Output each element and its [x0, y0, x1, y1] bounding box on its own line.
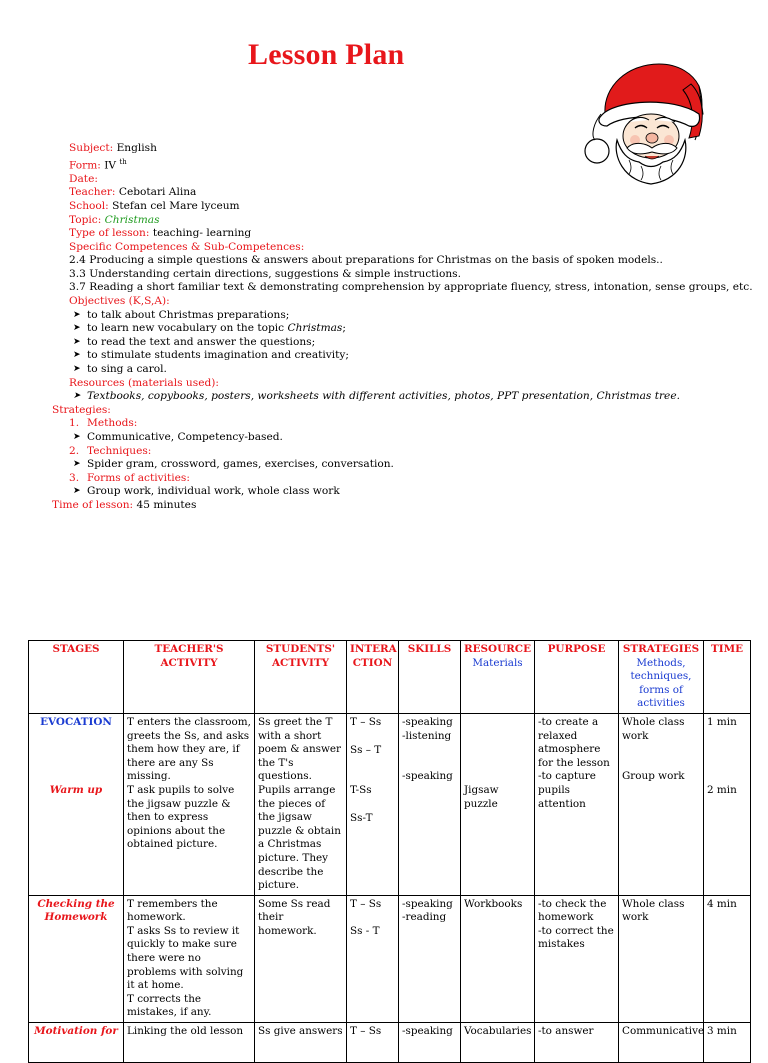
type-line: Type of lesson: teaching- learning — [69, 227, 252, 240]
form-line: Form: IV $^{th}$ — [69, 157, 127, 172]
competence-item: 2.4 Producing a simple questions & answers about preparations for Christmas on the basis of spoken models.. — [69, 254, 663, 267]
methods-heading: 1. Methods: — [69, 417, 138, 430]
table-row: Motivation for Linking the old lesson Ss give answers T – Ss -speaking Vocabularies -to answer Communicative 3 min — [29, 1023, 751, 1063]
header-students-activity: STUDENTS' ACTIVITY — [255, 641, 347, 714]
forms-item: ➤ Group work, individual work, whole class work — [69, 485, 759, 499]
header-skills: SKILLS — [399, 641, 461, 714]
table-header-row — [29, 641, 751, 714]
competence-item: 3.7 Reading a short familiar text & demonstrating comprehension by appropriate fluency, stress, intonation, sense groups, etc. — [69, 281, 753, 294]
objective-item: ➤ to read the text and answer the questions; — [69, 336, 759, 350]
resources-label: Resources (materials used): — [69, 376, 219, 389]
header-resource: RESOURCE Materials — [461, 641, 535, 714]
header-stages: STAGES — [29, 641, 124, 714]
objectives-label: Objectives (K,S,A): — [69, 295, 170, 308]
competences-label: Specific Competences & Sub-Competences: — [69, 240, 305, 253]
date-line: Date: — [69, 172, 98, 185]
lesson-plan-table — [28, 640, 751, 1063]
stage-checking-homework: Checking the Homework — [37, 897, 115, 924]
competence-item: 3.3 Understanding certain directions, suggestions & simple instructions. — [69, 267, 461, 280]
subject-line: Subject: English — [69, 142, 157, 154]
objective-item: ➤ to sing a carol. — [69, 363, 759, 377]
header-purpose: PURPOSE — [535, 641, 619, 714]
topic-line: Topic: Christmas — [69, 213, 160, 226]
stage-motivation: Motivation for — [34, 1025, 118, 1038]
table-row: EVOCATION Warm up T enters the classroom, greets the Ss, and asks them how they are, if there are any Ss missing. T ask pupils to solve the jigsaw puzzle & then to express opinions about the obtained picture. Ss greet the T with a short poem & answer the T's questions. Pupils arrange the pieces of the jigsaw puzzle & obtain a Christmas picture. They describe the picture. T – Ss Ss – T T-Ss Ss-T -speaking -listening -speaking Jigsaw puzzle -to create a relaxed atmosphere for the lesson -to capture pupils attention Whole class work Group work 1 min 2 min — [29, 713, 751, 895]
objective-item: ➤ to talk about Christmas preparations; — [69, 309, 759, 323]
teacher-line: Teacher: Cebotari Alina — [69, 186, 197, 199]
forms-heading: 3. Forms of activities: — [69, 471, 190, 484]
school-line: School: Stefan cel Mare lyceum — [69, 199, 240, 212]
methods-item: ➤ Communicative, Competency-based. — [69, 431, 759, 445]
objective-item: ➤ to stimulate students imagination and creativity; — [69, 349, 759, 363]
stage-evocation: EVOCATION — [40, 715, 112, 728]
header-interaction: INTERA CTION — [347, 641, 399, 714]
header-time: TIME — [704, 641, 751, 714]
stage-warm-up: Warm up — [49, 783, 103, 796]
techniques-heading: 2. Techniques: — [69, 444, 152, 457]
header-teacher-activity: TEACHER'S ACTIVITY — [124, 641, 255, 714]
techniques-item: ➤ Spider gram, crossword, games, exercises, conversation. — [69, 458, 759, 472]
header-strategies: STRATEGIES Methods, techniques, forms of activities — [619, 641, 704, 714]
time-line: Time of lesson: 45 minutes — [52, 498, 197, 511]
strategies-label: Strategies: — [52, 403, 111, 416]
table-row: Checking the Homework T remembers the homework. T asks Ss to review it quickly to make sure there were no problems with solving it at home. T corrects the mistakes, if any. Some Ss read their homework. T – Ss Ss - T -speaking -reading Workbooks -to check the homework -to correct the mistakes Whole class work 4 min — [29, 895, 751, 1022]
lesson-info — [52, 142, 759, 513]
objective-item: ➤ to learn new vocabulary on the topic Christmas; — [69, 322, 759, 336]
page-title: Lesson Plan — [248, 38, 405, 71]
resources-item: ➤ Textbooks, copybooks, posters, worksheets with different activities, photos, PPT presentation, Christmas tree. — [69, 390, 759, 404]
